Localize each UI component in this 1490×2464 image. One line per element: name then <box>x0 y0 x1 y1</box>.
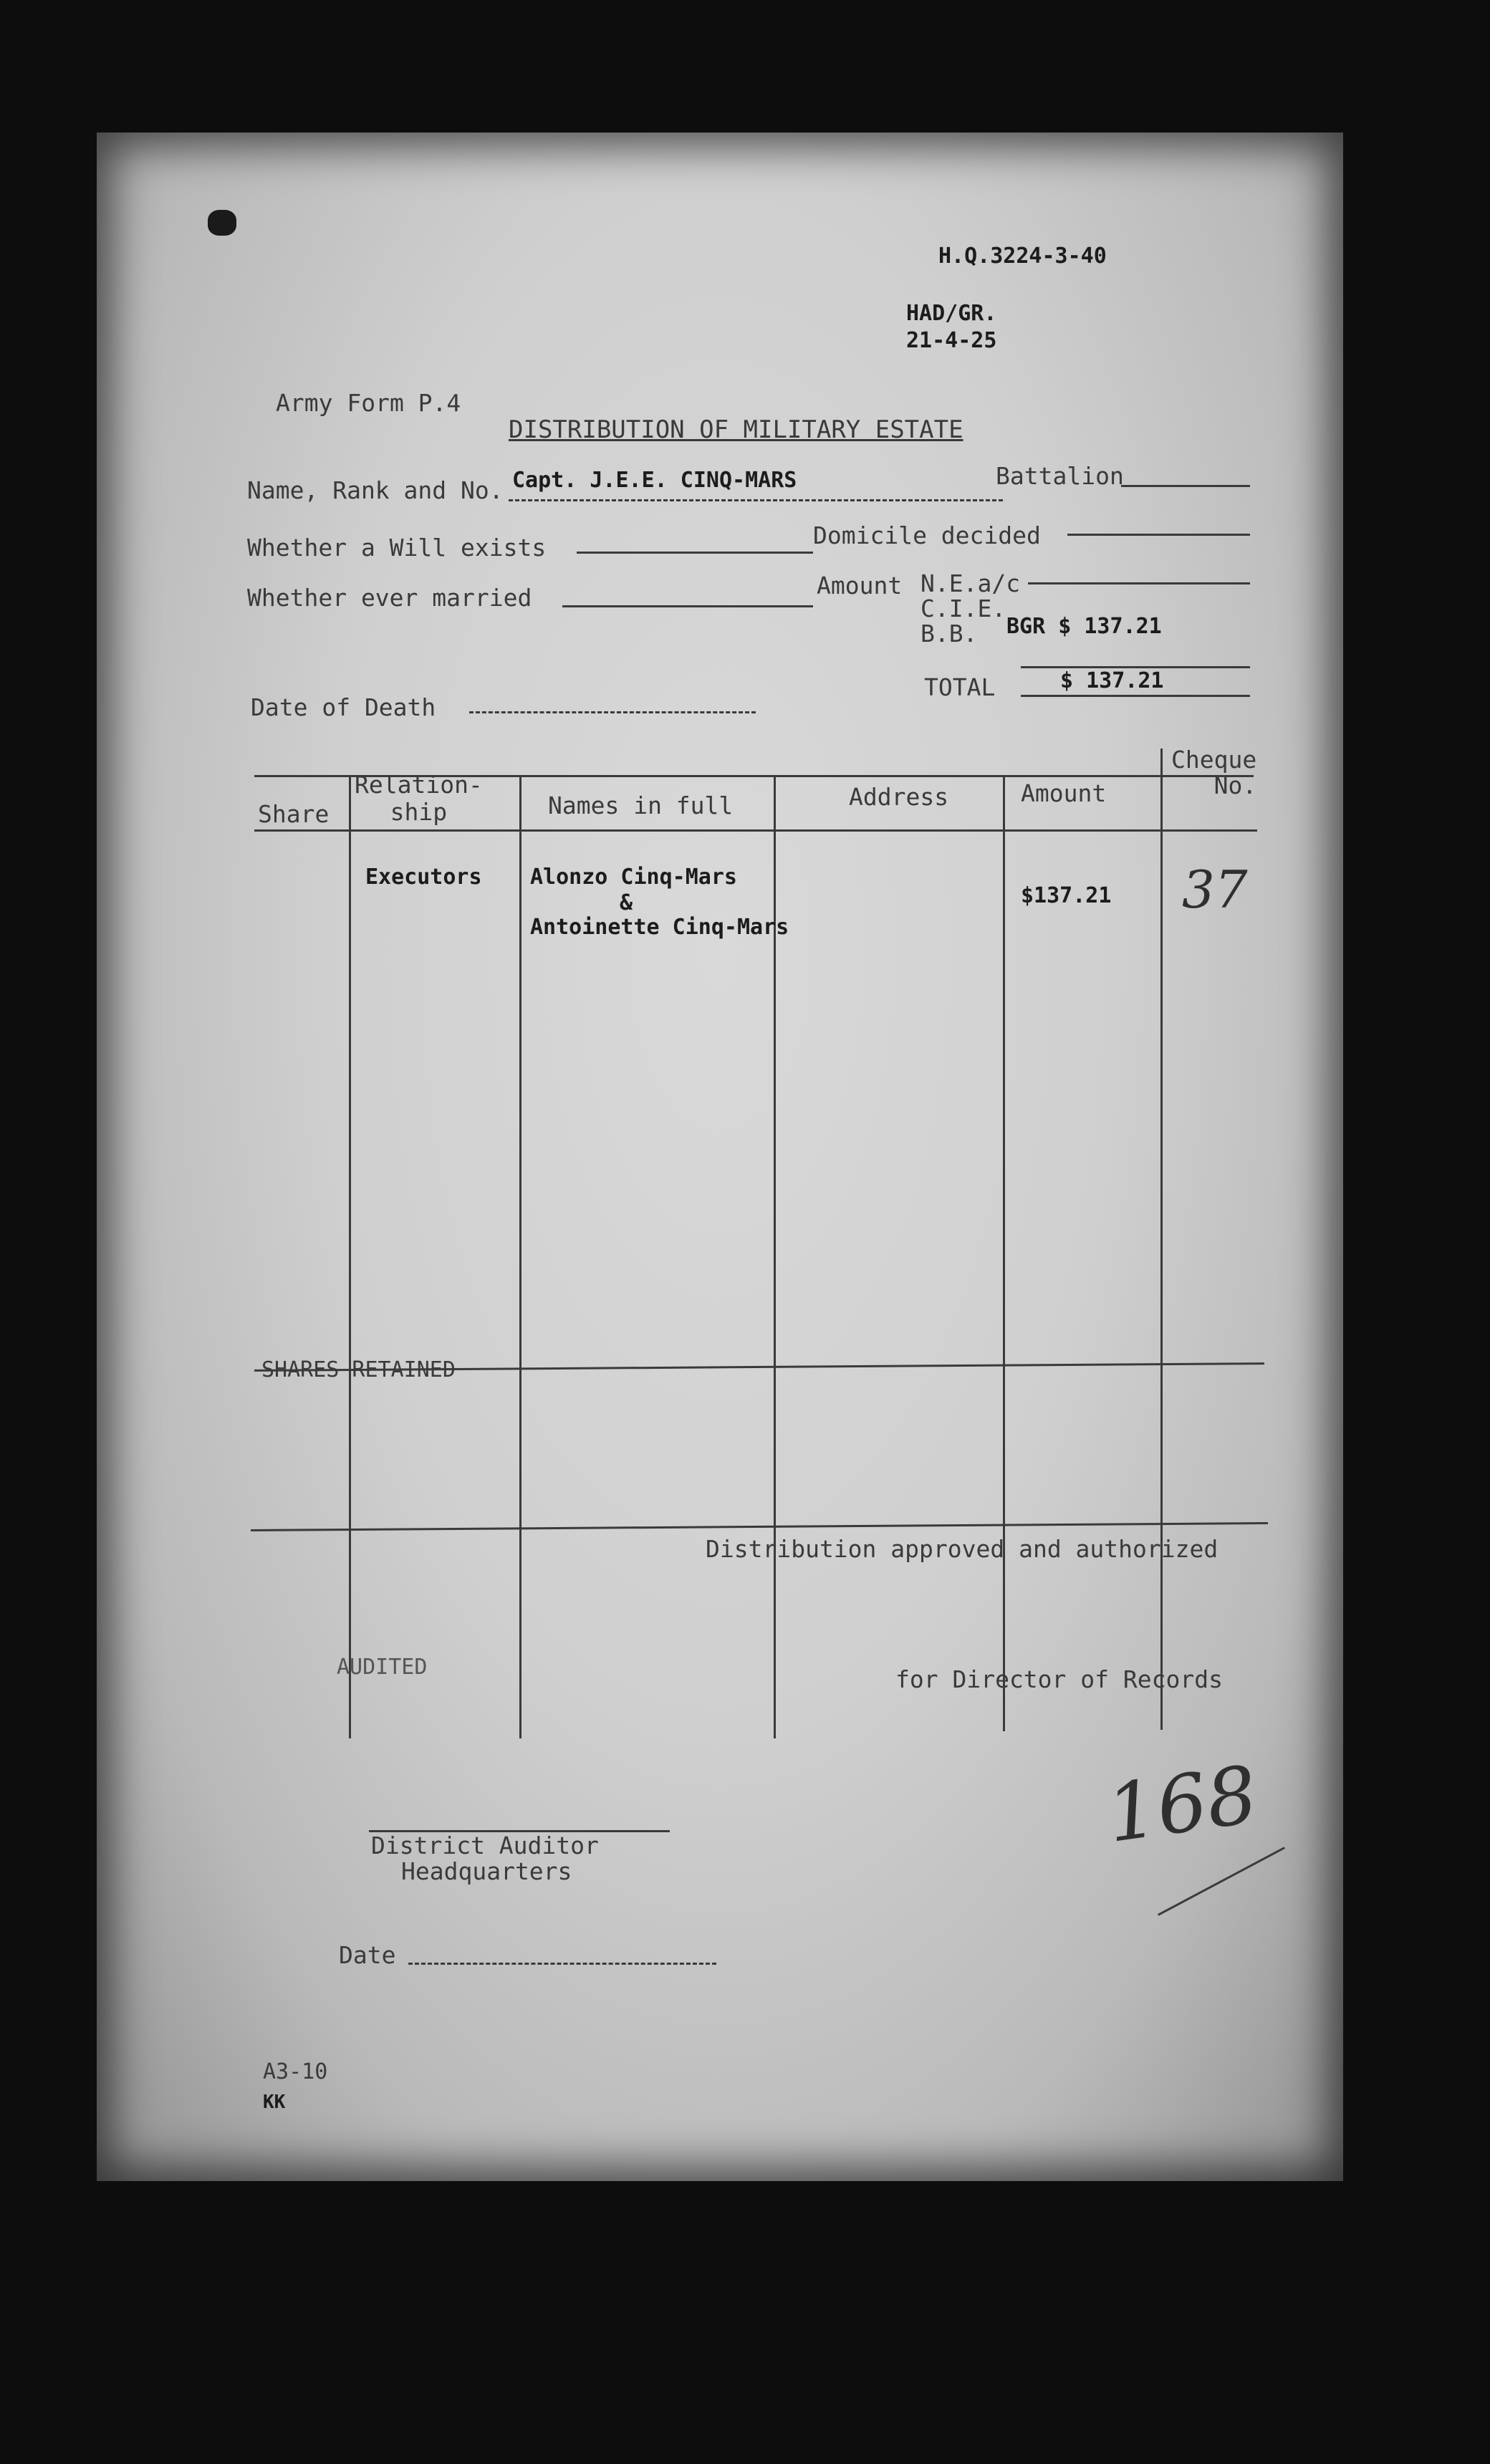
approval-text: Distribution approved and authorized <box>706 1535 1219 1563</box>
battalion-line <box>1121 485 1250 487</box>
auditor-line-2: Headquarters <box>401 1857 572 1885</box>
header-amount: Amount <box>1021 779 1107 807</box>
handwritten-number: 168 <box>1101 1748 1263 1860</box>
document-title: DISTRIBUTION OF MILITARY ESTATE <box>509 415 963 444</box>
total-label: TOTAL <box>924 673 996 701</box>
document-page <box>97 133 1343 2181</box>
battalion-label: Battalion <box>996 462 1124 490</box>
amount-label: Amount <box>817 572 903 600</box>
row-amount: $137.21 <box>1021 883 1112 908</box>
row-name-amp: & <box>620 890 633 915</box>
name-label: Name, Rank and No. <box>247 476 504 504</box>
header-share: Share <box>258 800 330 828</box>
header-relationship: Relation- ship <box>355 771 483 826</box>
amount-ne: N.E.a/c <box>921 569 1021 597</box>
audited-label: AUDITED <box>337 1655 428 1680</box>
amount-ne-line <box>1028 582 1250 584</box>
header-cheque: Cheque No. <box>1171 746 1257 799</box>
will-line <box>577 552 813 554</box>
domicile-label: Domicile decided <box>813 521 1041 549</box>
amount-bb: B.B. <box>921 620 978 648</box>
amount-bb-value: BGR $ 137.21 <box>1006 614 1162 639</box>
auditor-line-1: District Auditor <box>371 1832 599 1859</box>
form-id: Army Form P.4 <box>276 389 461 417</box>
total-value: $ 137.21 <box>1060 668 1164 693</box>
header-address: Address <box>849 783 949 811</box>
row-name-1: Alonzo Cinq-Mars <box>530 865 737 890</box>
name-line <box>509 499 1003 501</box>
ink-blot-icon <box>208 210 236 236</box>
row-relationship: Executors <box>365 865 482 890</box>
name-value: Capt. J.E.E. CINQ-MARS <box>512 468 797 493</box>
married-label: Whether ever married <box>247 584 532 612</box>
header-names: Names in full <box>548 791 734 819</box>
will-label: Whether a Will exists <box>247 534 547 562</box>
office-code: HAD/GR. <box>906 301 997 326</box>
amount-ci: C.I.E. <box>921 595 1006 622</box>
form-code-2: KK <box>263 2092 286 2113</box>
row-cheque: 37 <box>1182 860 1248 920</box>
col-divider-4 <box>1003 775 1005 1731</box>
row-name-2: Antoinette Cinq-Mars <box>530 915 789 940</box>
header-date: 21-4-25 <box>906 328 997 353</box>
death-label: Date of Death <box>251 693 436 721</box>
form-code: A3-10 <box>263 2059 328 2084</box>
director-label: for Director of Records <box>895 1665 1223 1693</box>
reference-number: H.Q.3224-3-40 <box>938 244 1107 269</box>
domicile-line <box>1067 534 1250 536</box>
married-line <box>562 605 813 607</box>
handwritten-stroke <box>1158 1847 1285 1916</box>
col-divider-2 <box>519 775 522 1738</box>
death-line <box>469 711 756 713</box>
col-divider-1 <box>349 775 351 1738</box>
date-label: Date <box>339 1941 396 1969</box>
shares-retained: SHARES RETAINED <box>261 1357 456 1382</box>
total-line <box>1021 695 1250 697</box>
col-divider-5 <box>1160 749 1163 1730</box>
table-header-line <box>254 829 1257 832</box>
table-bottom-line <box>251 1522 1268 1531</box>
date-line <box>408 1963 716 1965</box>
